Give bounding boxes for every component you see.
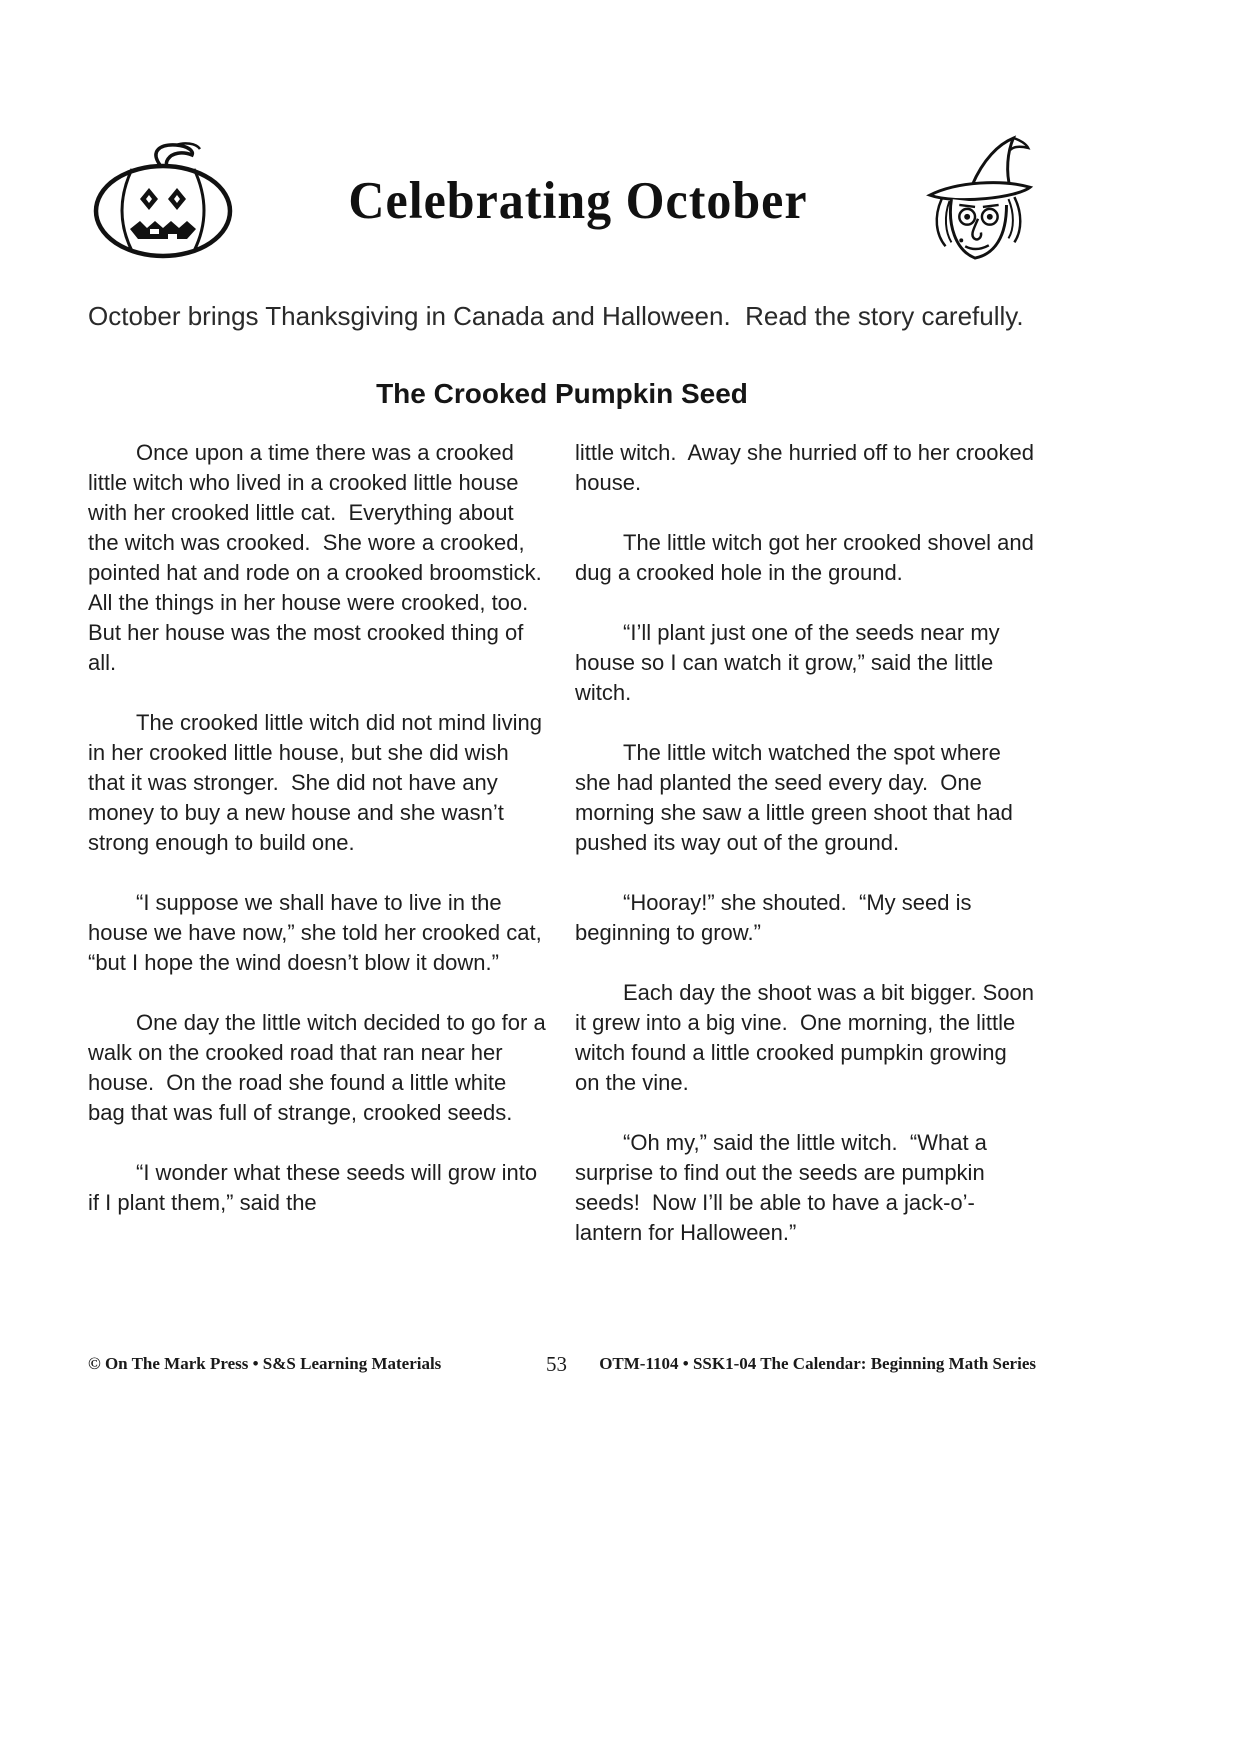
page-number: 53 <box>546 1352 567 1376</box>
paragraph: “I suppose we shall have to live in the house we have now,” she told her crooked cat, “but I hope the wind doesn’t blow it down.” <box>88 890 548 976</box>
paragraph: “Oh my,” said the little witch. “What a surprise to find out the seeds are pumpkin seeds! Now I’ll be able to have a jack-o’-lantern for Halloween.” <box>575 1130 994 1246</box>
page-header <box>88 128 1036 272</box>
witch-icon <box>918 128 1036 272</box>
paragraph: Once upon a time there was a crooked little witch who lived in a crooked little house with her crooked little cat. Everything about the witch was crooked. She wore a crooked, pointed hat and rode on a crooked broomstick. All the things in her house were crooked, too. But her house was the most crooked thing of all. <box>88 440 547 676</box>
copyright-text: © On The Mark Press • S&S Learning Materials <box>88 1354 442 1373</box>
paragraph: One day the little witch decided to go for a walk on the crooked road that ran near her house. On the road she found a little white bag that was full of strange, crooked seeds. <box>88 1010 552 1126</box>
page-title: Celebrating October <box>348 170 808 230</box>
intro-text: October brings Thanksgiving in Canada and Halloween. Read the story carefully. <box>88 301 1024 331</box>
paragraph: The crooked little witch did not mind living in her crooked little house, but she did wish that it was stronger. She did not have any money to buy a new house and she wasn’t strong enough to build one. <box>88 710 549 856</box>
story-title: The Crooked Pumpkin Seed <box>376 378 748 410</box>
paragraph: “I’ll plant just one of the seeds near my house so I can watch it grow,” said the little witch. <box>575 620 1006 706</box>
right-column <box>575 438 1041 1278</box>
series-text: OTM-1104 • SSK1-04 The Calendar: Beginning Math Series <box>599 1354 1036 1373</box>
paragraph: The little witch got her crooked shovel and dug a crooked hole in the ground. <box>575 530 1041 586</box>
story-body <box>88 438 1041 1278</box>
paragraph: Each day the shoot was a bit bigger. Soon it grew into a big vine. One morning, the little witch found a little crooked pumpkin growing on the vine. <box>575 980 1041 1096</box>
paragraph: “I wonder what these seeds will grow into if I plant them,” said the <box>88 1160 544 1216</box>
paragraph: The little witch watched the spot where she had planted the seed every day. One morning she saw a little green shoot that had pushed its way out of the ground. <box>575 740 1019 856</box>
paragraph: little witch. Away she hurried off to her crooked house. <box>575 440 1041 496</box>
pumpkin-icon <box>88 141 238 259</box>
left-column <box>88 438 552 1278</box>
paragraph: “Hooray!” she shouted. “My seed is beginning to grow.” <box>575 890 978 946</box>
page-footer <box>88 1352 1036 1378</box>
